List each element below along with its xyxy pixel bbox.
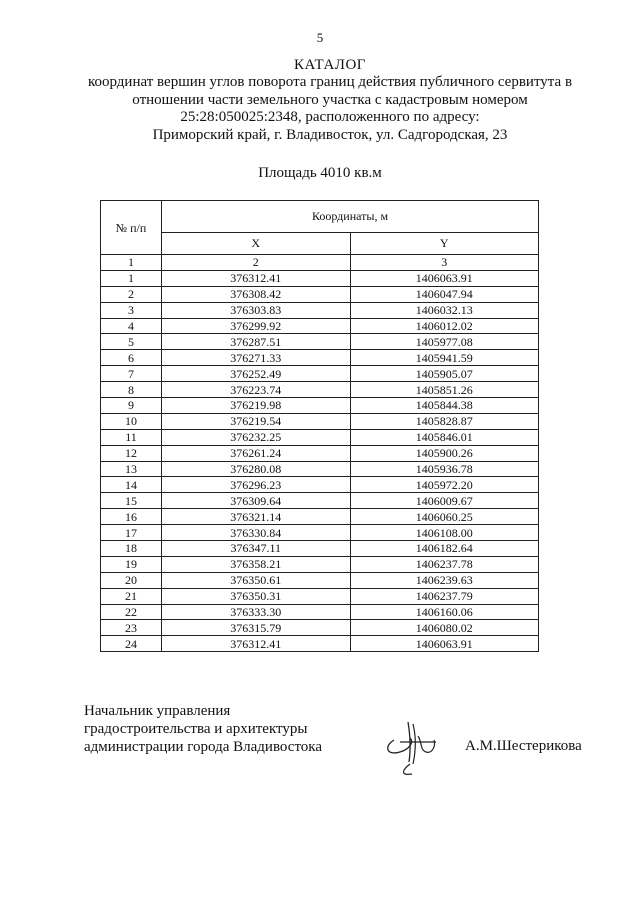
table-row xyxy=(101,509,539,525)
point-number-cell: 16 xyxy=(101,509,162,525)
table-row xyxy=(101,429,539,445)
table-row xyxy=(101,541,539,557)
signatory-name: А.М.Шестерикова xyxy=(465,738,582,754)
point-number-cell: 23 xyxy=(101,620,162,636)
y-coordinate-cell: 1405846.01 xyxy=(350,429,539,445)
x-coordinate-cell: 376358.21 xyxy=(162,556,351,572)
point-number-cell: 3 xyxy=(101,302,162,318)
table-row xyxy=(101,572,539,588)
point-number-cell: 21 xyxy=(101,588,162,604)
table-row xyxy=(101,461,539,477)
x-coordinate-cell: 376309.64 xyxy=(162,493,351,509)
table-row xyxy=(101,413,539,429)
document-subtitle: координат вершин углов поворота границ действия публичного сервитута в отношении части земельного участка с кадастровым номером 25:28:050025:2348, расположенного по адресу: Приморский край, г. Владивосток, ул. Садгородская, 23 xyxy=(87,74,573,143)
x-coordinate-cell: 376261.24 xyxy=(162,445,351,461)
signatory-position: Начальник управления градостроительства и архитектуры администрации города Владивостока xyxy=(84,703,323,755)
x-coordinate-cell: 376303.83 xyxy=(162,302,351,318)
table-row xyxy=(101,318,539,334)
y-coordinate-cell: 1406182.64 xyxy=(350,541,539,557)
table-row xyxy=(101,556,539,572)
table-row xyxy=(101,350,539,366)
x-coordinate-cell: 376315.79 xyxy=(162,620,351,636)
point-number-cell: 13 xyxy=(101,461,162,477)
title-block xyxy=(60,57,600,144)
point-number-cell: 6 xyxy=(101,350,162,366)
point-number-cell: 7 xyxy=(101,366,162,382)
point-number-cell: 5 xyxy=(101,334,162,350)
point-number-cell: 18 xyxy=(101,541,162,557)
document-title: КАТАЛОГ xyxy=(294,57,366,73)
x-coordinate-cell: 376308.42 xyxy=(162,286,351,302)
point-number-cell: 24 xyxy=(101,636,162,652)
x-coordinate-cell: 376219.98 xyxy=(162,398,351,414)
point-number-cell: 8 xyxy=(101,382,162,398)
index-cell: 2 xyxy=(162,255,351,271)
point-number-cell: 17 xyxy=(101,525,162,541)
y-coordinate-cell: 1405972.20 xyxy=(350,477,539,493)
point-number-cell: 2 xyxy=(101,286,162,302)
header-coordinates: Координаты, м xyxy=(162,201,539,233)
point-number-cell: 15 xyxy=(101,493,162,509)
table-row xyxy=(101,398,539,414)
point-number-cell: 9 xyxy=(101,398,162,414)
point-number-cell: 22 xyxy=(101,604,162,620)
x-coordinate-cell: 376312.41 xyxy=(162,270,351,286)
x-coordinate-cell: 376299.92 xyxy=(162,318,351,334)
point-number-cell: 20 xyxy=(101,572,162,588)
x-coordinate-cell: 376219.54 xyxy=(162,413,351,429)
y-coordinate-cell: 1406047.94 xyxy=(350,286,539,302)
table-row xyxy=(101,302,539,318)
table-row xyxy=(101,588,539,604)
y-coordinate-cell: 1405941.59 xyxy=(350,350,539,366)
y-coordinate-cell: 1406032.13 xyxy=(350,302,539,318)
y-coordinate-cell: 1406012.02 xyxy=(350,318,539,334)
handwritten-signature xyxy=(380,712,450,784)
table-row xyxy=(101,334,539,350)
header-number: № п/п xyxy=(101,201,162,255)
index-row xyxy=(101,255,539,271)
header-x: X xyxy=(162,232,351,254)
page-number: 5 xyxy=(316,30,324,45)
coordinates-body xyxy=(101,270,539,651)
coordinates-table xyxy=(100,200,539,652)
y-coordinate-cell: 1406239.63 xyxy=(350,572,539,588)
x-coordinate-cell: 376312.41 xyxy=(162,636,351,652)
y-coordinate-cell: 1406237.78 xyxy=(350,556,539,572)
x-coordinate-cell: 376350.31 xyxy=(162,588,351,604)
point-number-cell: 1 xyxy=(101,270,162,286)
table-row xyxy=(101,493,539,509)
y-coordinate-cell: 1405828.87 xyxy=(350,413,539,429)
point-number-cell: 12 xyxy=(101,445,162,461)
y-coordinate-cell: 1406063.91 xyxy=(350,636,539,652)
table-row xyxy=(101,525,539,541)
y-coordinate-cell: 1406160.06 xyxy=(350,604,539,620)
point-number-cell: 10 xyxy=(101,413,162,429)
table-row xyxy=(101,477,539,493)
table-row xyxy=(101,604,539,620)
x-coordinate-cell: 376347.11 xyxy=(162,541,351,557)
area-label: Площадь 4010 кв.м xyxy=(258,165,382,181)
header-y: Y xyxy=(350,232,539,254)
table-row xyxy=(101,445,539,461)
x-coordinate-cell: 376232.25 xyxy=(162,429,351,445)
table-row xyxy=(101,620,539,636)
table-row xyxy=(101,286,539,302)
point-number-cell: 11 xyxy=(101,429,162,445)
y-coordinate-cell: 1406063.91 xyxy=(350,270,539,286)
x-coordinate-cell: 376271.33 xyxy=(162,350,351,366)
x-coordinate-cell: 376333.30 xyxy=(162,604,351,620)
table-row xyxy=(101,270,539,286)
table-row xyxy=(101,382,539,398)
index-cell: 1 xyxy=(101,255,162,271)
point-number-cell: 14 xyxy=(101,477,162,493)
table-row xyxy=(101,366,539,382)
point-number-cell: 4 xyxy=(101,318,162,334)
x-coordinate-cell: 376296.23 xyxy=(162,477,351,493)
x-coordinate-cell: 376287.51 xyxy=(162,334,351,350)
x-coordinate-cell: 376321.14 xyxy=(162,509,351,525)
y-coordinate-cell: 1405905.07 xyxy=(350,366,539,382)
table-row xyxy=(101,636,539,652)
x-coordinate-cell: 376350.61 xyxy=(162,572,351,588)
x-coordinate-cell: 376223.74 xyxy=(162,382,351,398)
x-coordinate-cell: 376252.49 xyxy=(162,366,351,382)
y-coordinate-cell: 1405844.38 xyxy=(350,398,539,414)
y-coordinate-cell: 1406080.02 xyxy=(350,620,539,636)
y-coordinate-cell: 1406237.79 xyxy=(350,588,539,604)
y-coordinate-cell: 1405936.78 xyxy=(350,461,539,477)
y-coordinate-cell: 1406060.25 xyxy=(350,509,539,525)
x-coordinate-cell: 376330.84 xyxy=(162,525,351,541)
x-coordinate-cell: 376280.08 xyxy=(162,461,351,477)
y-coordinate-cell: 1405900.26 xyxy=(350,445,539,461)
y-coordinate-cell: 1406009.67 xyxy=(350,493,539,509)
y-coordinate-cell: 1406108.00 xyxy=(350,525,539,541)
y-coordinate-cell: 1405851.26 xyxy=(350,382,539,398)
y-coordinate-cell: 1405977.08 xyxy=(350,334,539,350)
point-number-cell: 19 xyxy=(101,556,162,572)
index-cell: 3 xyxy=(350,255,539,271)
